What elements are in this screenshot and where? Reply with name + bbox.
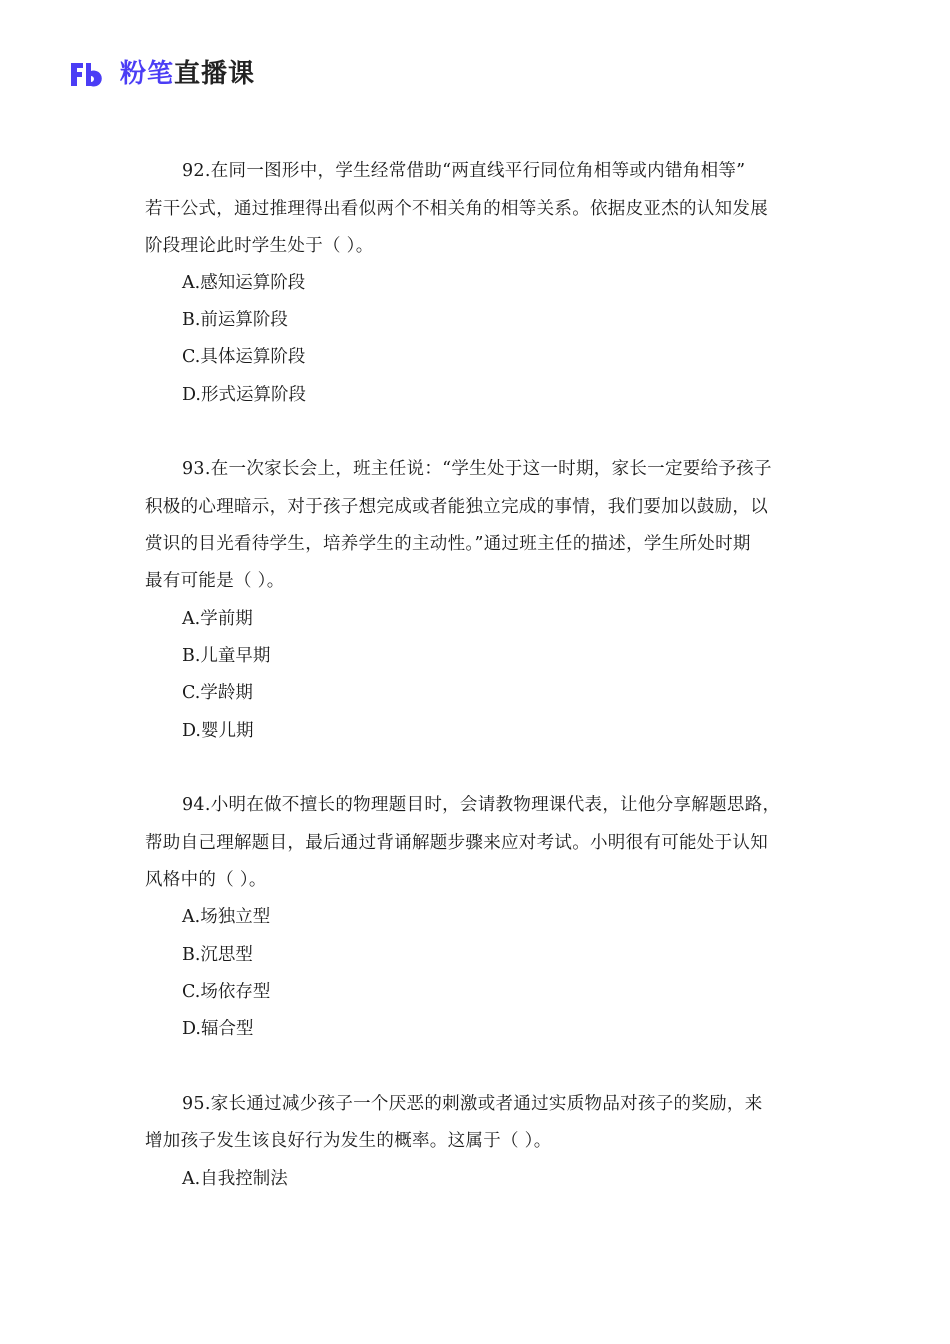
question-stem-line: 帮助自己理解题目，最后通过背诵解题步骤来应对考试。小明很有可能处于认知 — [145, 833, 768, 853]
question-stem-line: 阶段理论此时学生处于（ ）。 — [145, 236, 374, 256]
option-d: D.形式运算阶段 — [182, 385, 306, 405]
option-a: A.感知运算阶段 — [182, 273, 306, 293]
question-stem-line: 94.小明在做不擅长的物理题目时，会请教物理课代表，让他分享解题思路， — [182, 795, 781, 815]
question-stem-line: 积极的心理暗示，对于孩子想完成或者能独立完成的事情，我们要加以鼓励，以 — [145, 497, 768, 517]
question-stem-line: 风格中的（ ）。 — [145, 870, 267, 890]
option-c: C.具体运算阶段 — [182, 347, 306, 367]
option-d: D.婴儿期 — [182, 721, 254, 741]
option-b: B.儿童早期 — [182, 646, 271, 666]
option-a: A.场独立型 — [182, 907, 271, 927]
question-stem-line: 赏识的目光看待学生，培养学生的主动性。”通过班主任的描述，学生所处时期 — [145, 534, 751, 554]
logo — [68, 56, 255, 92]
question-stem-line: 93.在一次家长会上，班主任说：“学生处于这一时期，家长一定要给予孩子 — [182, 459, 772, 479]
option-d: D.辐合型 — [182, 1019, 254, 1039]
option-a: A.学前期 — [182, 609, 253, 629]
question-stem-line: 若干公式，通过推理得出看似两个不相关角的相等关系。依据皮亚杰的认知发展 — [145, 199, 768, 219]
option-c: C.场依存型 — [182, 982, 271, 1002]
option-b: B.沉思型 — [182, 945, 253, 965]
question-stem-line: 95.家长通过减少孩子一个厌恶的刺激或者通过实质物品对孩子的奖励，来 — [182, 1094, 763, 1114]
option-a: A.自我控制法 — [182, 1169, 288, 1189]
question-stem-line: 92.在同一图形中，学生经常借助“两直线平行同位角相等或内错角相等” — [182, 161, 746, 181]
fb-logo-icon — [68, 59, 110, 89]
logo-rest: 直播课 — [174, 59, 256, 89]
question-stem-line: 最有可能是（ ）。 — [145, 571, 285, 591]
option-c: C.学龄期 — [182, 683, 253, 703]
option-b: B.前运算阶段 — [182, 310, 288, 330]
logo-text — [120, 56, 255, 92]
logo-brand: 粉笔 — [120, 59, 175, 89]
question-stem-line: 增加孩子发生该良好行为发生的概率。这属于（ ）。 — [145, 1131, 552, 1151]
